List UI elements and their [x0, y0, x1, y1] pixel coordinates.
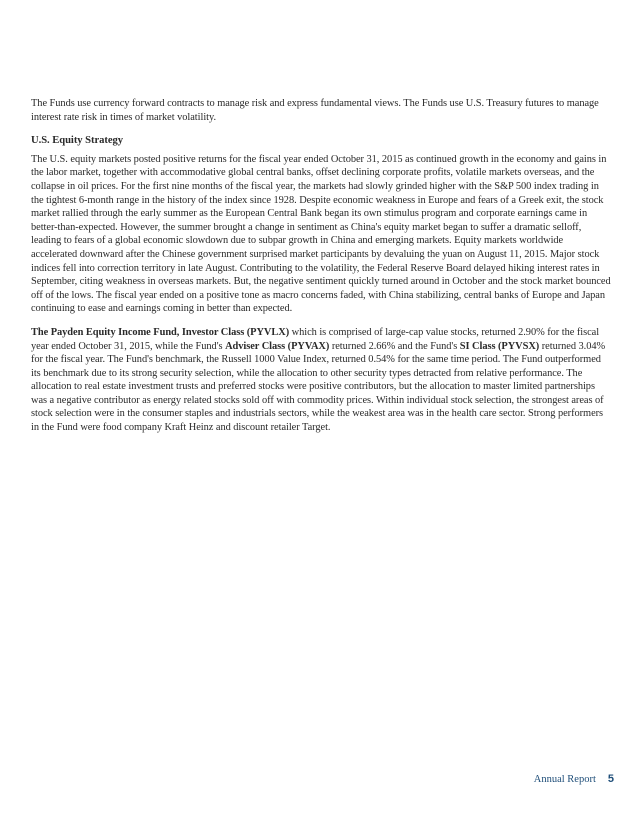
si-class-name: SI Class (PYVSX) [459, 340, 540, 352]
fund-name: The Payden Equity Income Fund, Investor Class (PYVLX) [31, 326, 290, 338]
intro-paragraph: The Funds use currency forward contracts to manage risk and express fundamental views. The Funds use U.S. Treasury futures to manage interest rate risk in times of market volatility. [31, 98, 599, 123]
adviser-class-name: Adviser Class (PYVAX) [225, 340, 330, 352]
page-number: 5 [607, 773, 614, 785]
fund-text-1: which is comprised of large-cap value stocks, returned 2.90% for the fiscal year ended October 31, 2015, while the Fund's [31, 326, 600, 352]
document-body [31, 97, 611, 445]
page-footer [534, 773, 614, 785]
fund-text-3: returned 3.04% for the fiscal year. The Fund's benchmark, the Russell 1000 Value Index, returned 0.54% for the same time period. The Fund outperformed its benchmark due to its strong security selection, while the allocation to other security types detracted from relative performance. The allocation to real estate investment trusts and preferred stocks were positive contributors, but the allocation to master limited partnerships was a negative contributor as energy related stocks sold off with commodity prices. Within individual stock selection, the strongest areas of stock selection were in the consumer staples and industrials sectors, while the weakest area was in the health care sector. Strong performers in the Fund were food company Kraft Heinz and discount retailer Target. [31, 340, 606, 434]
market-paragraph: The U.S. equity markets posted positive returns for the fiscal year ended October 31, 2015 as continued growth in the economy and gains in the labor market, together with accommodative global central banks, offset declining corporate profits, volatile markets overseas, and the collapse in oil prices. For the first nine months of the fiscal year, the markets had slowly grinded higher with the S&P 500 index trading in the tightest 6-month range in the history of the index since 1928. Despite economic weakness in Europe and fears of a Greek exit, the stock market rallied through the early summer as the European Central Bank began its own stimulus program and corporate earnings came in better-than-expected. However, the summer brought a change in sentiment as China's equity market began to suffer a dramatic selloff, leading to fears of a global economic slowdown due to subpar growth in China and emerging markets. Equity markets worldwide accelerated downward after the Chinese government surprised market participants by devaluing the yuan on August 11, 2015. Major stock indices fell into correction territory in late August. Contributing to the volatility, the Federal Reserve Board delayed hiking interest rates in September, citing weakness in overseas markets. But, the negative sentiment quickly turned around in October and the stock market bounced off of the lows. The fiscal year ended on a positive tone as macro concerns faded, with China stabilizing, central banks of Europe and Japan continuing to ease and earnings coming in better than expected. [31, 153, 611, 315]
footer-label: Annual Report [533, 774, 596, 785]
section-heading: U.S. Equity Strategy [31, 135, 123, 147]
fund-paragraph [31, 326, 611, 435]
fund-text-2: returned 2.66% and the Fund's [329, 340, 460, 352]
